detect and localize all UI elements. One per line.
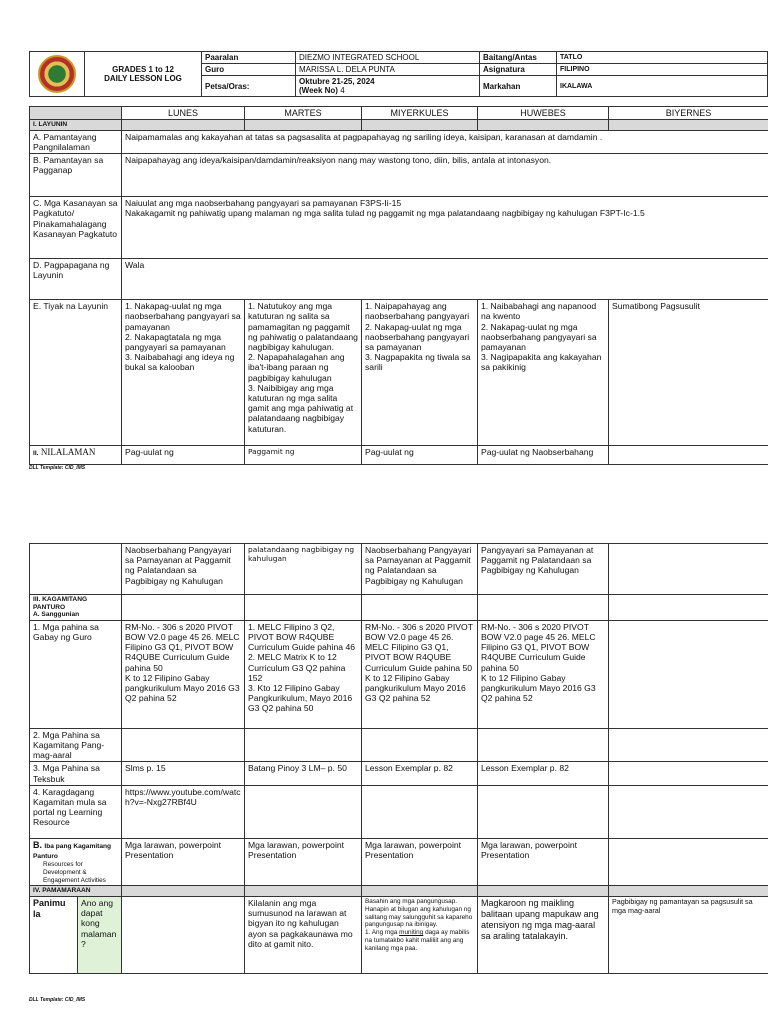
layunin-huwebes: 1. Naibabahagi ang napanood na kwento 2. Nakapag-uulat ng mga naobserbahang pangyayari sa pamayanan 3. Nagipapakita ang kakayahan sa pakikinig [478, 300, 609, 446]
day-header-miyerkules: MIYERKULES [362, 107, 478, 120]
nilalaman-cont-lunes: Naobserbahang Pangyayari sa Pamayanan at Paggamit ng Palatandaan sa Pagbibigay ng Kahulugan [122, 544, 245, 595]
pamamaraan-heading: IV. PAMAMARAAN [30, 886, 122, 897]
pamantayan-pagganap-label: B. Pamantayan sa Pagganap [30, 154, 122, 197]
iba-pang-kagamitan-miyerkules: Mga larawan, powerpoint Presentation [362, 838, 478, 886]
gabay-guro-huwebes: RM-No. - 306 s 2020 PIVOT BOW V2.0 page 45 26. MELC Filipino G3 Q1, PIVOT BOW R4QUBE Curriculum Guide pahina 50 K to 12 Filipino Gabay pangkurikulum Mayo 2016 G3 Q2 pahina 52 [478, 620, 609, 728]
panimula-biyernes: Pagbibigay ng pamantayan sa pagsusulit sa mga mag-aaral [609, 896, 768, 973]
header-table [29, 51, 768, 97]
day-header-lunes: LUNES [122, 107, 245, 120]
teksbuk-martes: Batang Pinoy 3 LM– p. 50 [245, 762, 362, 785]
dll-title: GRADES 1 to 12 DAILY LESSON LOG [85, 52, 202, 97]
nilalaman-miyerkules: Pag-uulat ng [362, 446, 478, 465]
teksbuk-miyerkules: Lesson Exemplar p. 82 [362, 762, 478, 785]
layunin-lunes: 1. Nakapag-uulat ng mga naobserbahang pangyayari sa pamayanan 2. Nakapagtatala ng mga pangyayari sa pamayanan 3. Naibabahagi ang ideya ng bukal sa kalooban [122, 300, 245, 446]
nilalaman-lunes: Pag-uulat ng [122, 446, 245, 465]
pamantayang-pangnilalaman-text: Naipamamalas ang kakayahan at tatas sa pagsasalita at pagpapahayag ng sariling ideya, kaisipan, karanasan at damdamin . [122, 130, 768, 153]
markahan-value: IKALAWA [557, 76, 768, 97]
iba-pang-kagamitan-martes: Mga larawan, powerpoint Presentation [245, 838, 362, 886]
gabay-guro-martes: 1. MELC Filipino 3 Q2, PIVOT BOW R4QUBE Curriculum Guide pahina 46 2. MELC Matrix K to 12 Curriculum G3 Q2 pahina 152 3. Kto 12 Filipino Gabay Pangkurikulum, Mayo 2016 G3 Q2 pahina 50 [245, 620, 362, 728]
teksbuk-label: 3. Mga Pahina sa Teksbuk [30, 762, 122, 785]
pamantayang-pangnilalaman-label: A. Pamantayang Pangnilalaman [30, 130, 122, 153]
teksbuk-lunes: Slms p. 15 [122, 762, 245, 785]
kasanayan-label: C. Mga Kasanayan sa Pagkatuto/ Pinakamahalagang Kasanayan Pagkatuto [30, 197, 122, 259]
baitang-value: TATLO [557, 52, 768, 64]
iba-pang-kagamitan-label: B. Iba pang Kagamitang Panturo Resources for Development & Engagement Activities [30, 838, 122, 886]
kasanayan-text: Naiuulat ang mga naobserbahang pangyayari sa pamayanan F3PS-Ii-15 Nakakagamit ng pahiwatig upang malaman ng mga salita tulad ng paggamit ng mga palatandaang nagbibigay ng kahulugan F3PT-Ic-1.5 [122, 197, 768, 259]
nilalaman-martes: Paggamit ng [245, 446, 362, 465]
iba-pang-kagamitan-lunes: Mga larawan, powerpoint Presentation [122, 838, 245, 886]
youtube-link[interactable]: https://www.youtube.com/watch?v=-Nxg27RBf4U [122, 785, 245, 838]
nilalaman-cont-martes: palatandaang nagbibigay ng kahulugan [245, 544, 362, 595]
markahan-label: Markahan [480, 76, 557, 97]
iba-pang-kagamitan-huwebes: Mga larawan, powerpoint Presentation [478, 838, 609, 886]
baitang-label: Baitang/Antas [480, 52, 557, 64]
school-logo-cell [30, 52, 85, 97]
kagamitang-pang-mag-aaral-label: 2. Mga Pahina sa Kagamitang Pang-mag-aaral [30, 728, 122, 762]
panimula-label: Panimu la [30, 896, 78, 973]
kagamitang-panturo-heading: III. KAGAMITANG PANTURO A. Sanggunian [30, 595, 122, 621]
gabay-guro-lunes: RM-No. - 306 s 2020 PIVOT BOW V2.0 page 45 26. MELC Filipino G3 Q1, PIVOT BOW R4QUBE Curriculum Guide pahina 50 K to 12 Filipino Gabay pangkurikulum Mayo 2016 G3 Q2 pahina 52 [122, 620, 245, 728]
guro-label: Guro [202, 64, 296, 76]
nilalaman-label: II. NILALAMAN [30, 446, 122, 465]
paaralan-label: Paaralan [202, 52, 296, 64]
pagpapagana-text: Wala [122, 259, 768, 300]
asignatura-value: FILIPINO [557, 64, 768, 76]
day-header-martes: MARTES [245, 107, 362, 120]
panimula-miyerkules: Basahin ang mga pangungusap. Hanapin at bilugan ang kahulugan ng salitang may salungguhit sa kapareho pangungusap na ibinigay. 1. Ang mga muniting daga ay mabilis na tumatakbo kahit maliliit ang ang kanilang mga paa. [362, 896, 478, 973]
karagdagang-kagamitan-label: 4. Karagdagang Kagamitan mula sa portal ng Learning Resource [30, 785, 122, 838]
asignatura-label: Asignatura [480, 64, 557, 76]
nilalaman-huwebes: Pag-uulat ng Naobserbahang [478, 446, 609, 465]
gabay-guro-label: 1. Mga pahina sa Gabay ng Guro [30, 620, 122, 728]
ano-ang-dapat-label: Ano ang dapat kong malaman ? [78, 896, 122, 973]
layunin-miyerkules: 1. Naipapahayag ang naobserbahang pangyayari 2. Nakapag-uulat ng mga naobserbahang pangyayari sa pamayanan 3. Nagpapakita ng tiwala sa sarili [362, 300, 478, 446]
layunin-biyernes: Sumatibong Pagsusulit [609, 300, 768, 446]
footer-template-page2: DLL Template: CID_IMS [29, 997, 86, 1003]
day-header-biyernes: BIYERNES [609, 107, 768, 120]
panimula-martes: Kilalanin ang mga sumusunod na larawan at bigyan ito ng kahulugan ayon sa pagkakaunawa mo dito at gamit nito. [245, 896, 362, 973]
lesson-table-page2 [29, 543, 768, 974]
teksbuk-huwebes: Lesson Exemplar p. 82 [478, 762, 609, 785]
layunin-martes: 1. Natutukoy ang mga katuturan ng salita sa pamamagitan ng paggamit ng pahiwatig o palatandaang nagbibigay kahulugan. 2. Napapahalagahan ang iba't-ibang paraan ng pagbibigay kahulugan 3. Naibibigay ang mga katuturan ng mga salita gamit ang mga pahiwatig at palatandaang nagbibigay katuturan. [245, 300, 362, 446]
panimula-huwebes: Magkaroon ng maikling balitaan upang mapukaw ang atensiyon ng mga mag-aaral sa araling tatalakayin. [478, 896, 609, 973]
lesson-table-page1 [29, 106, 768, 465]
footer-template-page1: DLL Template: CID_IMS [29, 465, 86, 471]
school-seal-logo [38, 55, 76, 93]
guro-value: MARISSA L. DELA PUNTA [296, 64, 480, 76]
petsa-label: Petsa/Oras: [202, 76, 296, 97]
nilalaman-cont-huwebes: Pangyayari sa Pamayanan at Paggamit ng Palatandaan sa Pagbibigay ng Kahulugan [478, 544, 609, 595]
gabay-guro-miyerkules: RM-No. - 306 s 2020 PIVOT BOW V2.0 page 45 26. MELC Filipino G3 Q1, PIVOT BOW R4QUBE Curriculum Guide pahina 50 K to 12 Filipino Gabay pangkurikulum Mayo 2016 G3 Q2 pahina 52 [362, 620, 478, 728]
paaralan-value: DIEZMO INTEGRATED SCHOOL [296, 52, 480, 64]
nilalaman-cont-miyerkules: Naobserbahang Pangyayari sa Pamayanan at Paggamit ng Palatandaan sa Pagbibigay ng Kahulugan [362, 544, 478, 595]
layunin-heading: I. LAYUNIN [30, 120, 122, 131]
tiyak-na-layunin-label: E. Tiyak na Layunin [30, 300, 122, 446]
pamantayan-pagganap-text: Naipapahayag ang ideya/kaisipan/damdamin/reaksiyon nang may wastong tono, diin, bilis, antala at intonasyon. [122, 154, 768, 197]
petsa-value: Oktubre 21-25, 2024 (Week No) 4 [296, 76, 480, 97]
day-header-huwebes: HUWEBES [478, 107, 609, 120]
pagpapagana-label: D. Pagpapagana ng Layunin [30, 259, 122, 300]
